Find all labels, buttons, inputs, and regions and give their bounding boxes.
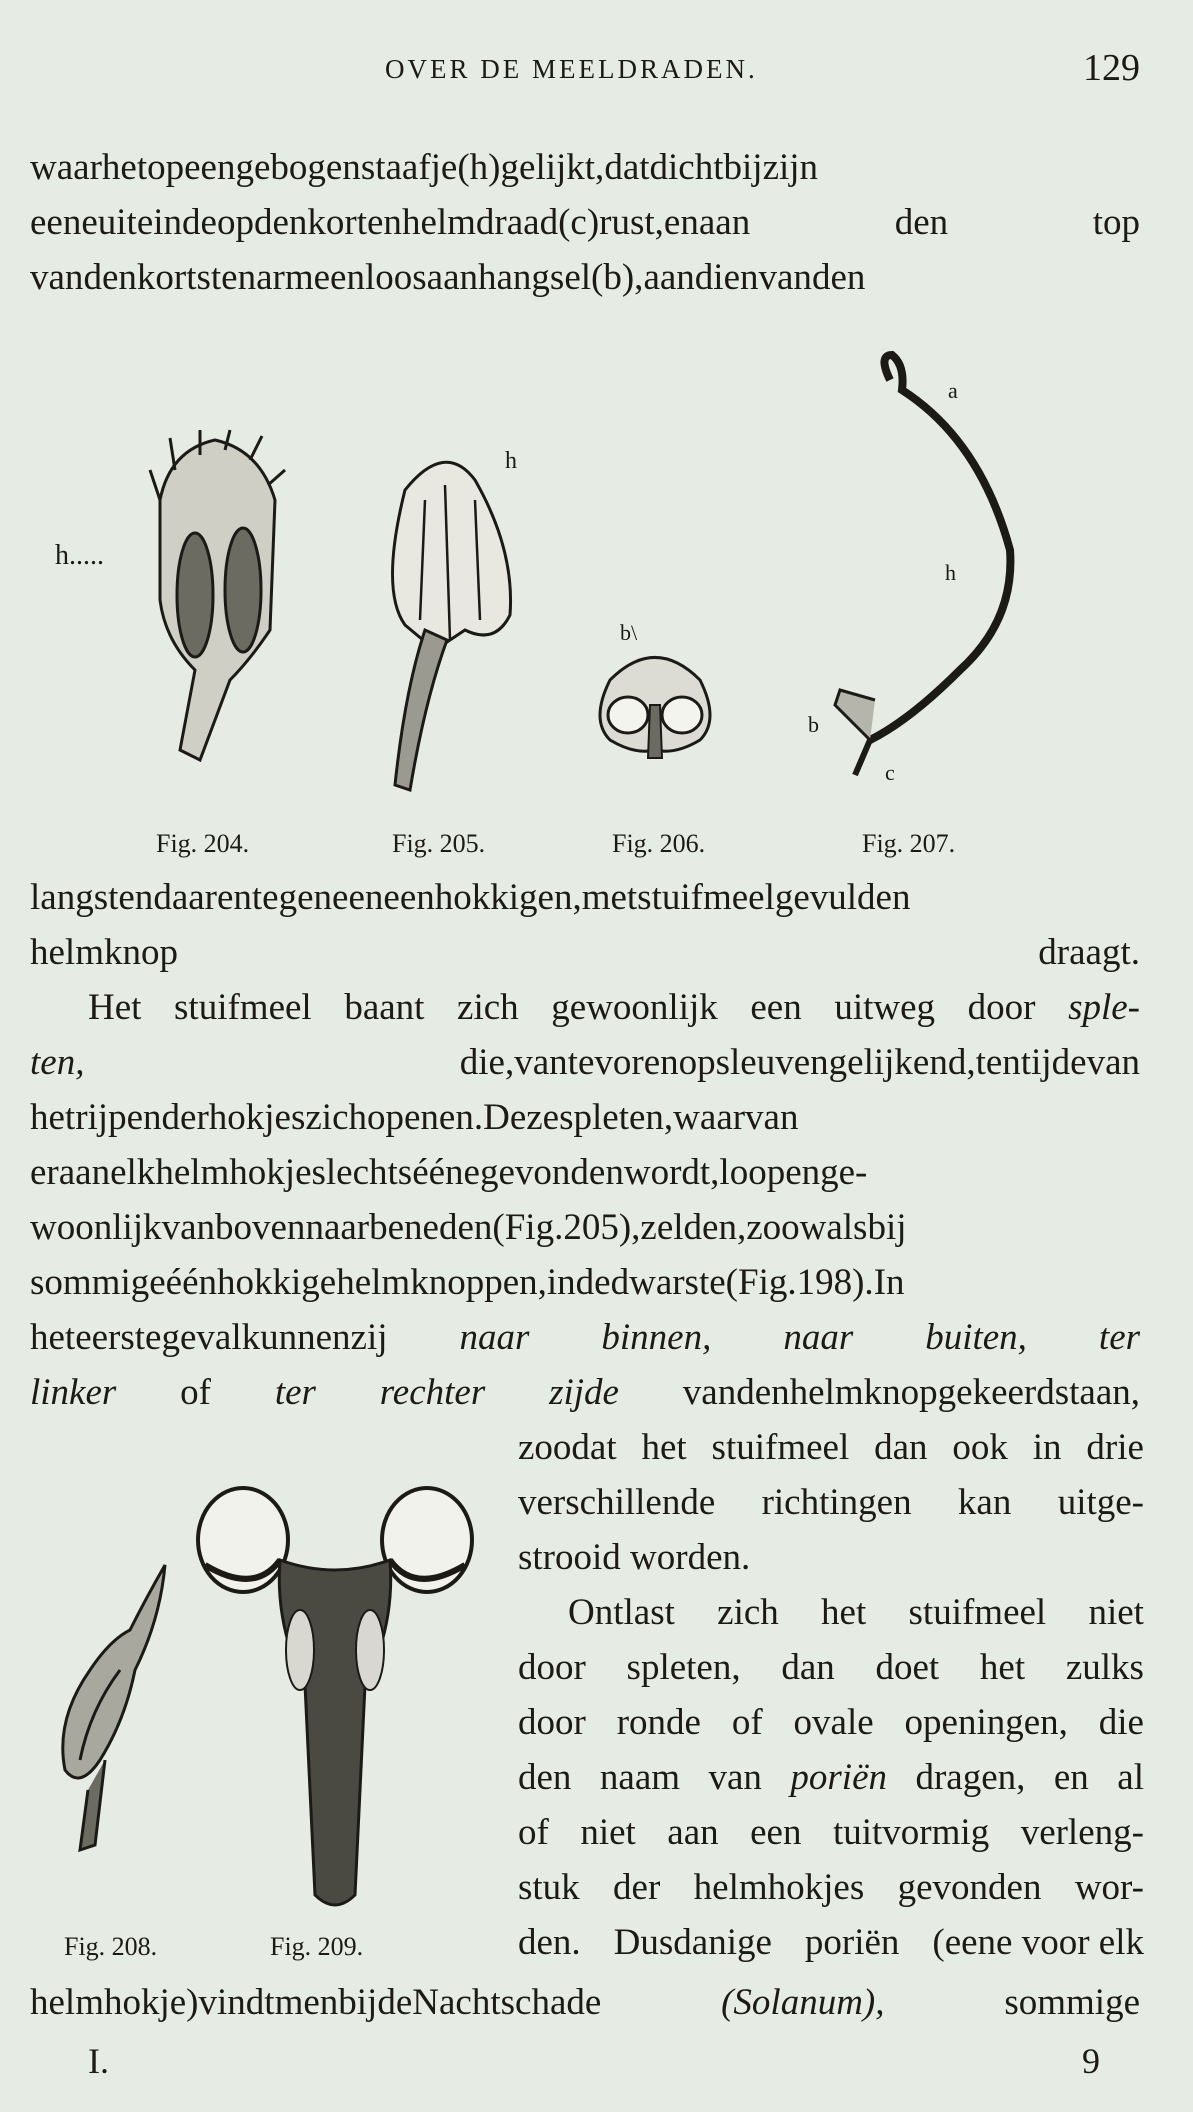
text-run: of [180, 1372, 211, 1413]
word: uiteinde [97, 202, 217, 243]
text-line [518, 1640, 1144, 1695]
word: het [101, 147, 148, 188]
word: spleten, [559, 1097, 674, 1138]
figure-208-caption: Fig. 208. [64, 1932, 158, 1961]
word: of [731, 1702, 763, 1743]
word: gevulden [774, 877, 911, 918]
word: een [750, 1812, 802, 1853]
word: loos [364, 257, 427, 298]
word: helmknop [789, 1372, 938, 1413]
figure-207-label-h: h [945, 560, 956, 585]
text-line [30, 1975, 1140, 2030]
word: bij [723, 147, 763, 188]
word: ééne [412, 1152, 480, 1193]
word: zoodat [518, 1427, 617, 1468]
word: slechts [311, 1152, 413, 1193]
word: van [514, 1042, 568, 1083]
word: rust, [599, 202, 664, 243]
italic-run: naar buiten, [783, 1317, 1027, 1358]
word: dan [781, 1647, 835, 1688]
word: naar [305, 1207, 370, 1248]
word: die, [459, 1042, 515, 1083]
running-head: OVER DE MEELDRADEN. [385, 54, 758, 84]
figure-207-label-b: b [808, 712, 819, 737]
word: Nachtschade [412, 1982, 602, 2023]
word: verleng- [1020, 1812, 1144, 1853]
word: den [253, 202, 308, 243]
figure-205-anther-drawing [365, 450, 525, 800]
word: hokjes [208, 1097, 306, 1138]
word: een [313, 257, 365, 298]
text-line [30, 870, 1140, 925]
word: sommige [30, 1262, 166, 1303]
word: eerste [75, 1317, 162, 1358]
signature-mark: I. [88, 2041, 109, 2081]
word: spleten, [626, 1647, 741, 1688]
text-line [518, 1805, 1144, 1860]
word: staafje [360, 147, 458, 188]
word: aan [643, 257, 695, 298]
figure-205-caption: Fig. 205. [392, 829, 486, 858]
word: beneden [369, 1207, 493, 1248]
word: met [581, 877, 638, 918]
word: dragen, [915, 1757, 1026, 1798]
paragraph-1 [30, 140, 1140, 305]
text-line [518, 1585, 1144, 1640]
word: Dusdanige [613, 1922, 772, 1963]
word: aan [667, 1812, 719, 1853]
word: helmknoppen, [336, 1262, 547, 1303]
word: zulks [1065, 1647, 1144, 1688]
word: stuk [518, 1867, 580, 1908]
paragraph-1-continuation [30, 870, 1140, 980]
word: het [30, 1097, 76, 1138]
text-line: strooid worden. [518, 1537, 751, 1578]
word: woonlijk [30, 1207, 162, 1248]
word: de [377, 1982, 413, 2023]
word: of [518, 1812, 549, 1853]
italic-run: sple- [1068, 987, 1140, 1028]
word: waar [30, 147, 102, 188]
word: zijn [762, 147, 819, 188]
word: zij [350, 1317, 388, 1358]
word: rijpen [75, 1097, 162, 1138]
word: ge- [820, 1152, 868, 1193]
word: openingen, [904, 1702, 1068, 1743]
paragraph-2 [30, 980, 1140, 1420]
word: helmdraad [401, 202, 559, 243]
word: gelijkend, [828, 1042, 976, 1083]
word: men [274, 1982, 339, 2023]
word: den [811, 257, 866, 298]
figure-207-label-a: a [948, 378, 958, 403]
word: kan [957, 1482, 1012, 1523]
word: den [518, 1757, 572, 1798]
word: 205), [563, 1207, 641, 1248]
word: (Fig. [725, 1262, 797, 1303]
word: gebogen [235, 147, 361, 188]
word: van [161, 1207, 215, 1248]
word: en [663, 202, 699, 243]
word: helmhokjes [693, 1867, 865, 1908]
figure-204-anther-drawing [140, 430, 290, 790]
figure-209-stamen-drawing [195, 1485, 475, 1915]
italic-run: (Solanum), [721, 1982, 885, 2023]
word: al [1117, 1757, 1144, 1798]
word: bij [338, 1982, 378, 2023]
figure-207-label-c: c [885, 760, 895, 785]
text-line [30, 195, 1140, 250]
word: het [821, 1592, 867, 1633]
word: van [682, 1372, 737, 1413]
word: eene [30, 202, 98, 243]
page-number: 129 [1083, 47, 1140, 89]
text-line [30, 1200, 1140, 1255]
italic-run: poriën [790, 1757, 888, 1798]
word: wordt, [623, 1152, 720, 1193]
text-line [30, 250, 1140, 305]
word: openen. [367, 1097, 484, 1138]
paragraph-3-line [30, 1975, 1140, 2030]
figure-207-stamen-drawing [830, 360, 1030, 790]
word: zich [305, 1097, 367, 1138]
word: een [184, 147, 236, 188]
word: dan [874, 1427, 928, 1468]
text-line [30, 1090, 1140, 1145]
figure-207-caption: Fig. 207. [862, 829, 956, 858]
word: door [518, 1647, 586, 1688]
word: het [30, 1317, 76, 1358]
word: ook [952, 1427, 1008, 1468]
sheet-number: 9 [1082, 2041, 1100, 2081]
word: op [147, 147, 185, 188]
figure-205-label-h: h [505, 448, 517, 474]
word: daarentegen [153, 877, 333, 918]
text-run: Het stuifmeel baant zich gewoonlijk een uitweg door [88, 987, 1036, 1028]
text-line [30, 1255, 1140, 1310]
word: dwarste [610, 1262, 726, 1303]
text-line [518, 1860, 1144, 1915]
word: in [1032, 1427, 1062, 1468]
text-line [518, 1695, 1144, 1750]
word: (Fig. [492, 1207, 564, 1248]
word: uitge- [1057, 1482, 1144, 1523]
text-line [30, 980, 1140, 1035]
word: op [678, 1042, 716, 1083]
word: het [979, 1647, 1026, 1688]
word: van [708, 1757, 762, 1798]
word: (c) [558, 202, 600, 243]
word: ronde [616, 1702, 701, 1743]
word: in [546, 1262, 576, 1303]
word: op [216, 202, 254, 243]
word: (eene voor elk [932, 1922, 1144, 1963]
word: zoowals [746, 1207, 868, 1248]
word: richtingen [761, 1482, 912, 1523]
word: van [758, 257, 812, 298]
text-line [518, 1420, 1144, 1475]
word: 198). [796, 1262, 874, 1303]
word: zelden, [640, 1207, 747, 1248]
word: voren [594, 1042, 679, 1083]
word: den [736, 1372, 790, 1413]
word: dicht [649, 147, 724, 188]
word: Ontlast [568, 1592, 675, 1633]
word: niet [1088, 1592, 1144, 1633]
word: geval [161, 1317, 242, 1358]
word: éénhokkige [165, 1262, 337, 1303]
word: staan, [1054, 1372, 1141, 1413]
word: sleuven [715, 1042, 829, 1083]
word: naam [599, 1757, 681, 1798]
word: dat [604, 147, 650, 188]
word: te [567, 1042, 595, 1083]
italic-run: naar binnen, [459, 1317, 712, 1358]
word: gevonden [479, 1152, 624, 1193]
text-line: helmknop draagt. [30, 932, 1140, 973]
word: doet [875, 1647, 940, 1688]
word: kortsten [136, 257, 257, 298]
word: van [30, 257, 84, 298]
word: den. [518, 1922, 581, 1963]
word: boven [215, 1207, 306, 1248]
text-line [30, 1365, 1140, 1420]
word: drie [1086, 1427, 1144, 1468]
word: der [161, 1097, 209, 1138]
figure-209-caption: Fig. 209. [270, 1932, 364, 1961]
word: waarvan [673, 1097, 799, 1138]
word: langsten [30, 877, 154, 918]
word: door [518, 1702, 586, 1743]
word: (h) [457, 147, 501, 188]
word: niet [580, 1812, 636, 1853]
word: van [1086, 1042, 1140, 1083]
word: stuifmeel [711, 1427, 850, 1468]
word: wor- [1074, 1867, 1144, 1908]
word: tuitvormig [832, 1812, 990, 1853]
text-line [518, 1915, 1144, 1970]
word: aan den top [698, 202, 1140, 243]
word: stuifmeel [637, 877, 775, 918]
word: gevonden [897, 1867, 1042, 1908]
word: helmhokje [155, 1152, 312, 1193]
figure-206-label-b: b\ [620, 620, 638, 645]
italic-run: ten, [30, 1042, 85, 1083]
word: korten [307, 202, 402, 243]
figure-206-caption: Fig. 206. [612, 829, 706, 858]
word: gekeerd [937, 1372, 1055, 1413]
word: Deze [483, 1097, 560, 1138]
figure-204-caption: Fig. 204. [156, 829, 250, 858]
word: het [641, 1427, 687, 1468]
italic-run: linker [30, 1372, 117, 1413]
word: en [1053, 1757, 1089, 1798]
word: ovale [793, 1702, 874, 1743]
word: poriën [804, 1922, 900, 1963]
word: arm [256, 257, 314, 298]
text-line [30, 1035, 1140, 1090]
word: bij [867, 1207, 907, 1248]
word: een [332, 877, 384, 918]
text-line [30, 1310, 1140, 1365]
word: dien [694, 257, 759, 298]
word: In [873, 1262, 905, 1303]
word: er [30, 1152, 59, 1193]
text-line [518, 1475, 1144, 1530]
word: verschillende [518, 1482, 716, 1523]
text-run: sommige [1004, 1982, 1140, 2023]
italic-run: ter rechter zijde [274, 1372, 619, 1413]
word: aan [58, 1152, 111, 1193]
text-line [30, 1145, 1140, 1200]
word: eenhokkigen, [383, 877, 582, 918]
figure-206-anther-drawing [590, 640, 720, 770]
word: loopen [719, 1152, 821, 1193]
word: zich [717, 1592, 779, 1633]
word: helmhokje) [30, 1982, 199, 2023]
narrow-text-column [518, 1420, 1144, 1970]
word: gelijkt, [500, 147, 605, 188]
word: (b), [591, 257, 644, 298]
word: die [1098, 1702, 1144, 1743]
figure-204-label-h: h..... [55, 540, 104, 571]
word: aanhangsel [426, 257, 592, 298]
word: stuifmeel [908, 1592, 1047, 1633]
word: der [613, 1867, 661, 1908]
text-line [30, 140, 1140, 195]
word: elk [110, 1152, 156, 1193]
italic-run: ter [1098, 1317, 1141, 1358]
word: kunnen [241, 1317, 351, 1358]
figure-208-anther-drawing [50, 1560, 180, 1860]
word: ten [975, 1042, 1021, 1083]
word: den [83, 257, 137, 298]
word: de [575, 1262, 611, 1303]
page-header [30, 46, 1140, 96]
word: tijde [1020, 1042, 1087, 1083]
word: vindt [198, 1982, 275, 2023]
text-line [518, 1750, 1144, 1805]
